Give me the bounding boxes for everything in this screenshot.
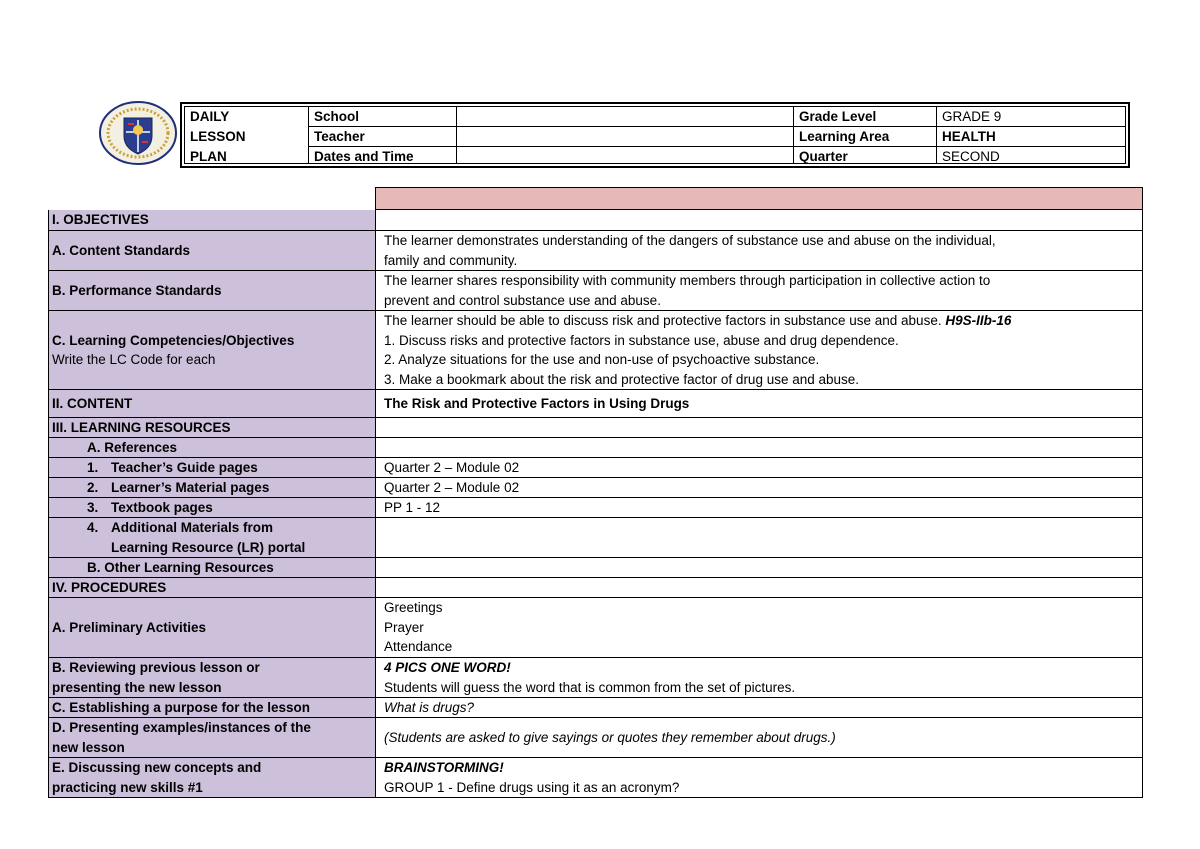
deped-seal-logo [98,100,178,166]
table-row [48,458,1143,478]
teachers-guide-value: Quarter 2 – Module 02 [375,458,1143,478]
teachers-guide-label: 1. Teacher’s Guide pages [48,458,375,478]
content-label: II. CONTENT [48,390,375,418]
table-row [48,598,1143,658]
procedures-label: IV. PROCEDURES [48,578,375,598]
table-row [48,271,1143,311]
references-label: A. References [48,438,375,458]
table-row [48,311,1143,390]
table-row [48,718,1143,758]
quarter-label: Quarter [799,149,848,164]
learning-area-value: HEALTH [942,129,996,144]
objectives-label: I. OBJECTIVES [48,210,375,231]
preliminary-label: A. Preliminary Activities [48,598,375,658]
learners-material-value: Quarter 2 – Module 02 [375,478,1143,498]
dates-time-label: Dates and Time [314,149,414,164]
competencies-label: C. Learning Competencies/Objectives Write the LC Code for each [48,311,375,390]
header-info-table [180,102,1130,168]
preliminary-value: Greetings Prayer Attendance [375,598,1143,658]
table-row [48,231,1143,271]
other-resources-label: B. Other Learning Resources [48,558,375,578]
quarter-value: SECOND [942,149,1000,164]
header-band [375,187,1143,210]
school-label: School [314,109,360,124]
table-row [48,658,1143,698]
table-row [48,438,1143,458]
teacher-label: Teacher [314,129,365,144]
objectives-value [375,210,1143,231]
table-header-row [48,187,1143,210]
reviewing-value: 4 PICS ONE WORD! Students will guess the word that is common from the set of pictures. [375,658,1143,698]
grade-level-value: GRADE 9 [942,109,1002,124]
table-row [48,478,1143,498]
learning-resources-label: III. LEARNING RESOURCES [48,418,375,438]
examples-label: D. Presenting examples/instances of the new lesson [48,718,375,758]
other-resources-value [375,558,1143,578]
performance-standards-label: B. Performance Standards [48,271,375,311]
performance-standards-value: The learner shares responsibility with community members through participation in collective action to prevent and control substance use and abuse. [375,271,1143,311]
dlp-title-line: PLAN [190,149,227,164]
table-row [48,698,1143,718]
learning-area-label: Learning Area [799,129,890,144]
table-row [48,578,1143,598]
table-row [48,418,1143,438]
purpose-label: C. Establishing a purpose for the lesson [48,698,375,718]
examples-value: (Students are asked to give sayings or quotes they remember about drugs.) [375,718,1143,758]
table-row [48,518,1143,558]
dlp-title-line: LESSON [190,129,246,144]
content-standards-label: A. Content Standards [48,231,375,271]
learning-resources-value [375,418,1143,438]
learners-material-label: 2. Learner’s Material pages [48,478,375,498]
content-value: The Risk and Protective Factors in Using Drugs [375,390,1143,418]
table-row [48,498,1143,518]
lesson-plan-table [48,187,1143,797]
dlp-title-line: DAILY [190,109,230,124]
content-standards-value: The learner demonstrates understanding of the dangers of substance use and abuse on the individual, family and community. [375,231,1143,271]
additional-materials-label: 4. Additional Materials from Learning Resource (LR) portal [48,518,375,558]
purpose-value: What is drugs? [375,698,1143,718]
competencies-value: The learner should be able to discuss risk and protective factors in substance use and abuse. H9S-IIb-16 1. Discuss risks and protective factors in substance use, abuse and drug dependence. 2. Analyze situations for the use and non-use of psychoactive substance. 3. Make a bookmark about the risk and protective factor of drug use and abuse. [375,311,1143,390]
textbook-value: PP 1 - 12 [375,498,1143,518]
discussing-value: BRAINSTORMING! GROUP 1 - Define drugs using it as an acronym? [375,758,1143,798]
discussing-label: E. Discussing new concepts and practicing new skills #1 [48,758,375,798]
reviewing-label: B. Reviewing previous lesson or presenting the new lesson [48,658,375,698]
additional-materials-value [375,518,1143,558]
references-value [375,438,1143,458]
table-row [48,558,1143,578]
procedures-value [375,578,1143,598]
table-row [48,758,1143,798]
table-row [48,390,1143,418]
textbook-label: 3. Textbook pages [48,498,375,518]
table-row [48,210,1143,231]
lc-code: H9S-IIb-16 [945,313,1012,328]
grade-level-label: Grade Level [799,109,877,124]
